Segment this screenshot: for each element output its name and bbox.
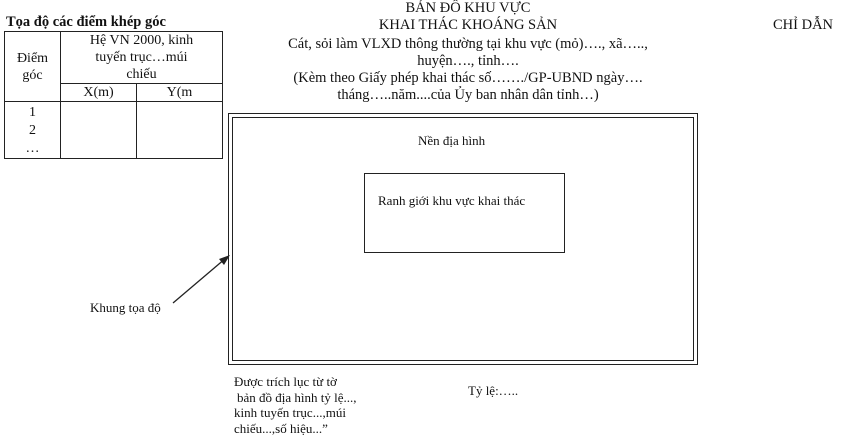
x-value-cell	[61, 102, 137, 159]
header-system-line-1: Hệ VN 2000, kinh	[89, 33, 194, 48]
map-title-line-5: (Kèm theo Giấy phép khai thác số……./GP-UBND ngày….	[293, 70, 643, 86]
boundary-label: Ranh giới khu vực khai thác	[378, 193, 526, 208]
table-row-point: 2	[29, 123, 36, 138]
point-list-cell	[5, 102, 61, 159]
coordinate-table	[4, 31, 223, 159]
source-note-line-2: bản đồ địa hình tỷ lệ...,	[237, 389, 357, 405]
table-row-point: …	[25, 141, 40, 156]
header-system-line-2: tuyến trục…múi	[95, 50, 188, 65]
table-row-point: 1	[29, 105, 36, 120]
header-system-cell	[61, 32, 223, 84]
frame-pointer-arrow-icon	[170, 248, 240, 306]
terrain-label: Nền địa hình	[418, 133, 486, 148]
source-note-line-3: kinh tuyến trục...,múi	[234, 405, 346, 420]
frame-label: Khung tọa độ	[90, 300, 161, 315]
scale-label: Tỷ lệ:…..	[468, 383, 519, 398]
header-point-line-1: Điểm	[16, 50, 49, 66]
source-note-line-4: chiếu...,số hiệu...”	[234, 420, 328, 436]
mining-boundary	[364, 173, 565, 253]
map-title-line-2: KHAI THÁC KHOÁNG SẢN	[378, 17, 558, 33]
map-title-line-1: BẢN ĐỒ KHU VỰC	[405, 0, 531, 16]
legend-title: CHỈ DẪN	[773, 17, 834, 33]
header-x: X(m)	[61, 84, 137, 102]
map-title-line-4: huyện…., tỉnh….	[417, 53, 519, 69]
map-title-line-6: tháng…..năm....của Ủy ban nhân dân tỉnh…)	[337, 87, 599, 103]
source-note-line-1: Được trích lục từ tờ	[234, 374, 337, 389]
map-title-line-3: Cát, sỏi làm VLXD thông thường tại khu vực (mỏ)…., xã…..,	[288, 36, 648, 52]
header-point-line-2: góc	[22, 67, 43, 83]
y-value-cell	[137, 102, 223, 159]
header-point-cell	[5, 32, 61, 102]
coordinate-table-title: Tọa độ các điểm khép góc	[6, 14, 166, 30]
header-y: Y(m	[137, 84, 223, 102]
header-system-line-3: chiếu	[126, 67, 157, 82]
source-note	[234, 374, 357, 436]
